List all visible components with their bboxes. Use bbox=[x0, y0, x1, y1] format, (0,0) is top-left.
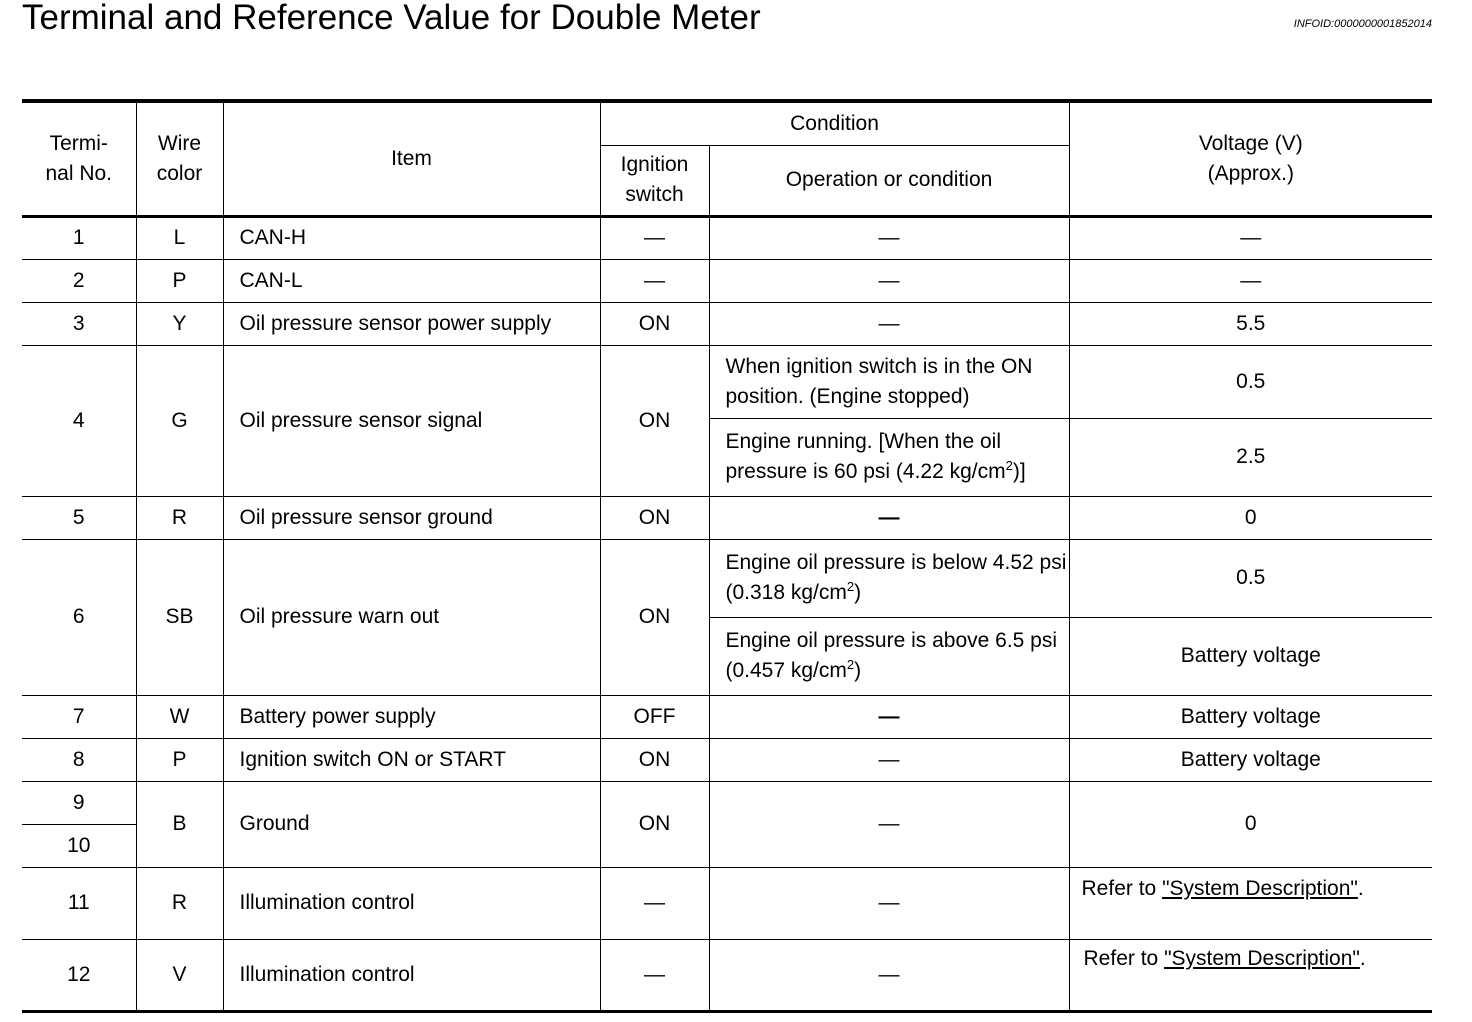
terminal-no: 10 bbox=[22, 824, 136, 867]
ignition-switch: ON bbox=[600, 496, 709, 539]
item: CAN-L bbox=[223, 259, 600, 302]
terminal-no: 5 bbox=[22, 496, 136, 539]
table-row bbox=[22, 496, 1432, 539]
wire-color: R bbox=[136, 496, 223, 539]
voltage: — bbox=[1069, 216, 1432, 259]
table-row bbox=[22, 345, 1432, 418]
operation: — bbox=[709, 259, 1069, 302]
ignition-switch: OFF bbox=[600, 695, 709, 738]
item: Ground bbox=[223, 781, 600, 867]
operation: Engine running. [When the oil pressure is 60 psi (4.22 $kg/cm^2$)] bbox=[709, 418, 1069, 496]
item: Ignition switch ON or START bbox=[223, 738, 600, 781]
operation: Engine oil pressure is below 4.52 psi (0.318 $kg/cm^2$) bbox=[709, 539, 1069, 617]
terminal-no: 2 bbox=[22, 259, 136, 302]
col-terminal: Termi- nal No. bbox=[22, 101, 136, 216]
ignition-switch: — bbox=[600, 939, 709, 1011]
info-id: INFOID:0000000001852014 bbox=[1293, 18, 1432, 30]
terminal-no: 11 bbox=[22, 867, 136, 939]
voltage: Battery voltage bbox=[1069, 617, 1432, 695]
item: Battery power supply bbox=[223, 695, 600, 738]
table-row bbox=[22, 738, 1432, 781]
system-description-link[interactable]: "System Description" bbox=[1162, 876, 1358, 900]
wire-color: W bbox=[136, 695, 223, 738]
terminal-no: 6 bbox=[22, 539, 136, 695]
col-ignition-switch: Ignition switch bbox=[600, 145, 709, 216]
table-row bbox=[22, 939, 1432, 1011]
voltage: 5.5 bbox=[1069, 302, 1432, 345]
operation: — bbox=[709, 216, 1069, 259]
wire-color: R bbox=[136, 867, 223, 939]
ignition-switch: ON bbox=[600, 345, 709, 496]
terminal-no: 3 bbox=[22, 302, 136, 345]
terminal-table bbox=[22, 99, 1432, 1013]
operation: — bbox=[709, 695, 1069, 738]
voltage: Battery voltage bbox=[1069, 695, 1432, 738]
table-row bbox=[22, 302, 1432, 345]
voltage: 0 bbox=[1069, 496, 1432, 539]
operation: — bbox=[709, 781, 1069, 867]
voltage: 0.5 bbox=[1069, 539, 1432, 617]
ignition-switch: — bbox=[600, 867, 709, 939]
voltage: Battery voltage bbox=[1069, 738, 1432, 781]
operation: — bbox=[709, 496, 1069, 539]
table-row bbox=[22, 781, 1432, 824]
item: Oil pressure warn out bbox=[223, 539, 600, 695]
voltage: 2.5 bbox=[1069, 418, 1432, 496]
item: Illumination control bbox=[223, 939, 600, 1011]
item: Illumination control bbox=[223, 867, 600, 939]
col-wire-color: Wire color bbox=[136, 101, 223, 216]
terminal-no: 12 bbox=[22, 939, 136, 1011]
operation: — bbox=[709, 302, 1069, 345]
wire-color: SB bbox=[136, 539, 223, 695]
wire-color: B bbox=[136, 781, 223, 867]
item: Oil pressure sensor signal bbox=[223, 345, 600, 496]
ignition-switch: ON bbox=[600, 302, 709, 345]
voltage: Refer to "System Description". bbox=[1069, 939, 1432, 1011]
table-row bbox=[22, 539, 1432, 617]
wire-color: P bbox=[136, 738, 223, 781]
voltage: 0.5 bbox=[1069, 345, 1432, 418]
operation: Engine oil pressure is above 6.5 psi (0.457 $kg/cm^2$) bbox=[709, 617, 1069, 695]
item: CAN-H bbox=[223, 216, 600, 259]
terminal-no: 9 bbox=[22, 781, 136, 824]
table-row bbox=[22, 216, 1432, 259]
ignition-switch: ON bbox=[600, 738, 709, 781]
ignition-switch: — bbox=[600, 216, 709, 259]
voltage: — bbox=[1069, 259, 1432, 302]
voltage: Refer to "System Description". bbox=[1069, 867, 1432, 939]
terminal-no: 4 bbox=[22, 345, 136, 496]
table-row bbox=[22, 259, 1432, 302]
system-description-link[interactable]: "System Description" bbox=[1164, 946, 1360, 970]
wire-color: Y bbox=[136, 302, 223, 345]
terminal-no: 1 bbox=[22, 216, 136, 259]
col-voltage: Voltage (V) (Approx.) bbox=[1069, 101, 1432, 216]
ignition-switch: — bbox=[600, 259, 709, 302]
col-condition: Condition bbox=[600, 101, 1069, 145]
col-operation: Operation or condition bbox=[709, 145, 1069, 216]
operation: — bbox=[709, 738, 1069, 781]
page-title: Terminal and Reference Value for Double Meter bbox=[22, 0, 761, 37]
operation: When ignition switch is in the ON position. (Engine stopped) bbox=[709, 345, 1069, 418]
item: Oil pressure sensor ground bbox=[223, 496, 600, 539]
item: Oil pressure sensor power supply bbox=[223, 302, 600, 345]
terminal-no: 7 bbox=[22, 695, 136, 738]
ignition-switch: ON bbox=[600, 539, 709, 695]
operation: — bbox=[709, 867, 1069, 939]
terminal-no: 8 bbox=[22, 738, 136, 781]
wire-color: L bbox=[136, 216, 223, 259]
col-item: Item bbox=[223, 101, 600, 216]
wire-color: P bbox=[136, 259, 223, 302]
voltage: 0 bbox=[1069, 781, 1432, 867]
table-row bbox=[22, 695, 1432, 738]
wire-color: G bbox=[136, 345, 223, 496]
ignition-switch: ON bbox=[600, 781, 709, 867]
operation: — bbox=[709, 939, 1069, 1011]
wire-color: V bbox=[136, 939, 223, 1011]
table-row bbox=[22, 867, 1432, 939]
